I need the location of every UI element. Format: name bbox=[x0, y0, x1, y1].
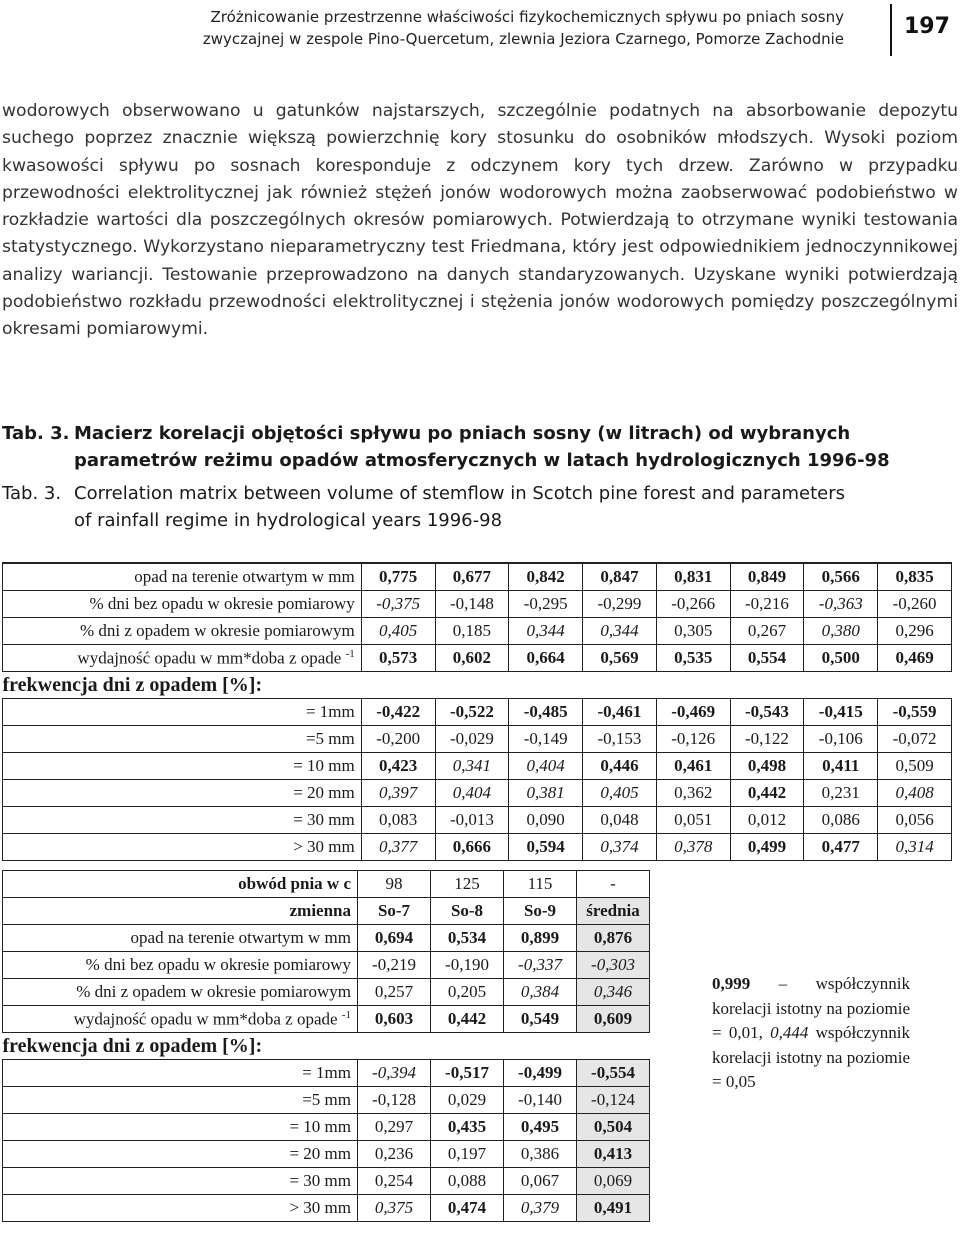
caption-label: Tab. 3. bbox=[2, 483, 62, 504]
table-cell: 0,257 bbox=[358, 979, 431, 1006]
table-cell: 0,491 bbox=[577, 1195, 650, 1222]
table-cell: -0,126 bbox=[656, 726, 730, 753]
row-label bbox=[3, 645, 362, 672]
row-label-text: wydajność opadu w mm*doba z opade bbox=[73, 1009, 338, 1029]
table-cell: -0,148 bbox=[435, 591, 509, 618]
table-cell: 0,346 bbox=[577, 979, 650, 1006]
table-cell: -0,422 bbox=[361, 699, 435, 726]
table-cell: 0,534 bbox=[431, 925, 504, 952]
table-cell: 0,499 bbox=[730, 834, 804, 861]
table-row bbox=[3, 1168, 650, 1195]
row-label-text: = 30 mm bbox=[289, 1171, 351, 1190]
row-label bbox=[3, 1195, 358, 1222]
table-row bbox=[3, 563, 952, 591]
table-row bbox=[3, 699, 952, 726]
significance-note bbox=[712, 972, 910, 1095]
table-cell: 0,677 bbox=[435, 563, 509, 591]
table-row bbox=[3, 1141, 650, 1168]
table-cell: 0,461 bbox=[656, 753, 730, 780]
table-row bbox=[3, 1195, 650, 1222]
table-row bbox=[3, 834, 952, 861]
table-cell: 0,267 bbox=[730, 618, 804, 645]
row-label-text: = 20 mm bbox=[289, 1144, 351, 1163]
table-cell: So-9 bbox=[504, 898, 577, 925]
table-cell: -0,337 bbox=[504, 952, 577, 979]
table-cell: -0,266 bbox=[656, 591, 730, 618]
table-row bbox=[3, 807, 952, 834]
table-cell: 0,056 bbox=[878, 807, 952, 834]
table-cell: 0,775 bbox=[361, 563, 435, 591]
table-cell: 0,666 bbox=[435, 834, 509, 861]
running-title-line: zwyczajnej w zespole Pino-Quercetum, zlewnia Jeziora Czarnego, Pomorze Zachodnie bbox=[202, 30, 844, 48]
row-label-text: = 20 mm bbox=[293, 783, 355, 802]
table-row bbox=[3, 979, 650, 1006]
table-cell: -0,128 bbox=[358, 1087, 431, 1114]
row-label bbox=[3, 699, 362, 726]
table-cell: 0,397 bbox=[361, 780, 435, 807]
table-cell: 0,405 bbox=[361, 618, 435, 645]
section-row bbox=[3, 1033, 650, 1060]
row-label bbox=[3, 1141, 358, 1168]
table-cell: -0,295 bbox=[509, 591, 583, 618]
table-cell: 0,411 bbox=[804, 753, 878, 780]
table-cell: 0,469 bbox=[878, 645, 952, 672]
table-cell: -0,469 bbox=[656, 699, 730, 726]
page-number: 197 bbox=[904, 14, 950, 39]
table-cell: 0,509 bbox=[878, 753, 952, 780]
table-cell: 0,566 bbox=[804, 563, 878, 591]
row-label bbox=[3, 753, 362, 780]
table-cell: 0,375 bbox=[358, 1195, 431, 1222]
row-label-text: % dni z opadem w okresie pomiarowym bbox=[76, 982, 351, 1001]
table-row bbox=[3, 925, 650, 952]
table-cell: 0,603 bbox=[358, 1006, 431, 1033]
table-cell: -0,140 bbox=[504, 1087, 577, 1114]
row-label bbox=[3, 834, 362, 861]
table-cell: -0,461 bbox=[583, 699, 657, 726]
table-cell: -0,554 bbox=[577, 1060, 650, 1087]
row-label-text: wydajność opadu w mm*doba z opade bbox=[77, 648, 342, 668]
table-caption-english bbox=[2, 480, 952, 534]
table-cell: -0,013 bbox=[435, 807, 509, 834]
row-label-text: = 1mm bbox=[305, 702, 355, 721]
table-cell: 0,474 bbox=[431, 1195, 504, 1222]
table-cell: So-7 bbox=[358, 898, 431, 925]
table-cell: 0,377 bbox=[361, 834, 435, 861]
table-cell: -0,375 bbox=[361, 591, 435, 618]
row-label bbox=[3, 1060, 358, 1087]
row-label-superscript: -1 bbox=[341, 1008, 351, 1021]
row-label-text: = 30 mm bbox=[293, 810, 355, 829]
table-cell: 0,090 bbox=[509, 807, 583, 834]
row-label-text: =5 mm bbox=[302, 1090, 351, 1109]
table-cell: 0,554 bbox=[730, 645, 804, 672]
body-paragraph: wodorowych obserwowano u gatunków najstarszych, szczególnie podatnych na absorbowanie depozytu suchego poprzez znacznie większą powierzchnię kory stosunku do osobników młodszych. Wysoki poziom kwasowości spływu po sosnach koresponduje z odczynem kory tych drzew. Zarówno w przypadku przewodności elektrolitycznej jak również stężeń jonów wodorowych można zaobserwować podobieństwo w rozkładzie wartości dla poszczególnych okresów pomiarowych. Potwierdzają to otrzymane wyniki testowania statystycznego. Wykorzystano nieparametryczny test Friedmana, który jest odpowiednikiem jednoczynnikowej analizy wariancji. Testowanie przeprowadzono na danych standaryzowanych. Uzyskane wyniki potwierdzają podobieństwo rozkładu przewodności elektrolitycznej i stężenia jonów wodorowych pomiędzy poszczególnymi okresami pomiarowymi. bbox=[2, 101, 958, 340]
table-row bbox=[3, 726, 952, 753]
table-cell: 0,296 bbox=[878, 618, 952, 645]
table-cell: 0,362 bbox=[656, 780, 730, 807]
table-cell: 0,435 bbox=[431, 1114, 504, 1141]
table-cell: 0,899 bbox=[504, 925, 577, 952]
table-cell: 0,341 bbox=[435, 753, 509, 780]
table-row bbox=[3, 1114, 650, 1141]
table-row bbox=[3, 780, 952, 807]
table-cell: 0,404 bbox=[509, 753, 583, 780]
table-cell: -0,303 bbox=[577, 952, 650, 979]
table-cell: -0,216 bbox=[730, 591, 804, 618]
table-cell: -0,106 bbox=[804, 726, 878, 753]
table-cell: 0,835 bbox=[878, 563, 952, 591]
table-cell: 125 bbox=[431, 871, 504, 898]
table-cell: 0,069 bbox=[577, 1168, 650, 1195]
table-cell: 0,602 bbox=[435, 645, 509, 672]
table-cell: 0,549 bbox=[504, 1006, 577, 1033]
table-cell: 0,405 bbox=[583, 780, 657, 807]
caption-text: Macierz korelacji objętości spływu po pniach sosny (w litrach) od wybranych bbox=[74, 423, 851, 444]
table-cell: -0,499 bbox=[504, 1060, 577, 1087]
table-cell: 0,847 bbox=[583, 563, 657, 591]
table-cell: 0,029 bbox=[431, 1087, 504, 1114]
table-cell: 0,254 bbox=[358, 1168, 431, 1195]
row-label bbox=[3, 1006, 358, 1033]
table-cell: średnia bbox=[577, 898, 650, 925]
table-cell: -0,072 bbox=[878, 726, 952, 753]
table-cell: 0,381 bbox=[509, 780, 583, 807]
table-row bbox=[3, 871, 650, 898]
table-cell: 0,344 bbox=[583, 618, 657, 645]
table-cell: 0,495 bbox=[504, 1114, 577, 1141]
row-label-text: % dni bez opadu w okresie pomiarowy bbox=[85, 955, 351, 974]
correlation-table-2 bbox=[2, 870, 650, 1222]
table-cell: 0,231 bbox=[804, 780, 878, 807]
row-label-text: > 30 mm bbox=[289, 1198, 351, 1217]
table-cell: - bbox=[577, 871, 650, 898]
row-label bbox=[3, 591, 362, 618]
table-row bbox=[3, 898, 650, 925]
table-cell: 0,378 bbox=[656, 834, 730, 861]
table-row bbox=[3, 618, 952, 645]
running-title bbox=[144, 6, 844, 50]
table-cell: 0,185 bbox=[435, 618, 509, 645]
table-cell: 0,051 bbox=[656, 807, 730, 834]
table-row bbox=[3, 753, 952, 780]
table-cell: 115 bbox=[504, 871, 577, 898]
table-cell: 0,386 bbox=[504, 1141, 577, 1168]
caption-text: parametrów reżimu opadów atmosferycznych w latach hydrologicznych 1996-98 bbox=[74, 450, 890, 471]
table-cell: -0,522 bbox=[435, 699, 509, 726]
significance-text: współczynnik korelacji istotny na poziomie = 0,05 bbox=[712, 1023, 910, 1091]
table-cell: 0,380 bbox=[804, 618, 878, 645]
table-row bbox=[3, 952, 650, 979]
section-label: frekwencja dni z opadem [%]: bbox=[2, 1034, 263, 1057]
table-cell: 0,498 bbox=[730, 753, 804, 780]
row-label-text: > 30 mm bbox=[293, 837, 355, 856]
table-cell: 0,379 bbox=[504, 1195, 577, 1222]
table-cell: 0,694 bbox=[358, 925, 431, 952]
table-cell: 0,404 bbox=[435, 780, 509, 807]
table-cell: 0,048 bbox=[583, 807, 657, 834]
table-cell: 0,374 bbox=[583, 834, 657, 861]
table-cell: 0,573 bbox=[361, 645, 435, 672]
row-label bbox=[3, 1087, 358, 1114]
table-cell: 0,831 bbox=[656, 563, 730, 591]
row-label bbox=[3, 563, 362, 591]
table-cell: 0,535 bbox=[656, 645, 730, 672]
page-header bbox=[0, 0, 960, 70]
table-cell: 0,012 bbox=[730, 807, 804, 834]
header-divider bbox=[890, 4, 892, 56]
table-cell: 0,384 bbox=[504, 979, 577, 1006]
significance-text: – współczynnik korelacji istotny na poziomie = 0,01, bbox=[712, 974, 910, 1042]
table-cell: 0,297 bbox=[358, 1114, 431, 1141]
row-label-text: % dni bez opadu w okresie pomiarowy bbox=[89, 594, 355, 613]
row-label bbox=[3, 618, 362, 645]
table-cell: -0,559 bbox=[878, 699, 952, 726]
row-label bbox=[3, 807, 362, 834]
table-cell: -0,363 bbox=[804, 591, 878, 618]
row-label-text: = 10 mm bbox=[289, 1117, 351, 1136]
table-cell: -0,029 bbox=[435, 726, 509, 753]
row-label bbox=[3, 979, 358, 1006]
table-row bbox=[3, 591, 952, 618]
row-label-superscript: -1 bbox=[345, 647, 355, 660]
significance-value-001: 0,999 bbox=[712, 974, 751, 993]
caption-label: Tab. 3. bbox=[2, 423, 70, 444]
row-label bbox=[3, 925, 358, 952]
table-cell: 98 bbox=[358, 871, 431, 898]
table-cell: -0,415 bbox=[804, 699, 878, 726]
table-cell: -0,260 bbox=[878, 591, 952, 618]
table-cell: 0,413 bbox=[577, 1141, 650, 1168]
table-cell: 0,442 bbox=[431, 1006, 504, 1033]
table-cell: 0,876 bbox=[577, 925, 650, 952]
row-label-text: =5 mm bbox=[305, 729, 355, 748]
table-row bbox=[3, 645, 952, 672]
row-label bbox=[3, 898, 358, 925]
table-cell: 0,344 bbox=[509, 618, 583, 645]
row-label-text: = 10 mm bbox=[293, 756, 355, 775]
row-label bbox=[3, 780, 362, 807]
section-row bbox=[3, 672, 952, 699]
row-label bbox=[3, 871, 358, 898]
row-label bbox=[3, 1168, 358, 1195]
table-cell: 0,423 bbox=[361, 753, 435, 780]
table-cell: -0,485 bbox=[509, 699, 583, 726]
row-label-text: % dni z opadem w okresie pomiarowym bbox=[80, 621, 355, 640]
table-cell: 0,236 bbox=[358, 1141, 431, 1168]
table-cell: 0,849 bbox=[730, 563, 804, 591]
table-cell: 0,594 bbox=[509, 834, 583, 861]
table-cell: 0,408 bbox=[878, 780, 952, 807]
running-title-line: Zróżnicowanie przestrzenne właściwości fizykochemicznych spływu po pniach sosny bbox=[210, 8, 844, 26]
table-cell: -0,394 bbox=[358, 1060, 431, 1087]
row-label-text: zmienna bbox=[289, 901, 351, 920]
caption-text: of rainfall regime in hydrological years 1996-98 bbox=[74, 510, 503, 531]
table-cell: 0,088 bbox=[431, 1168, 504, 1195]
table-cell: -0,190 bbox=[431, 952, 504, 979]
table-cell: -0,517 bbox=[431, 1060, 504, 1087]
table-row bbox=[3, 1060, 650, 1087]
table-cell: 0,500 bbox=[804, 645, 878, 672]
row-label bbox=[3, 1114, 358, 1141]
row-label-text: opad na terenie otwartym w mm bbox=[134, 567, 355, 586]
row-label-text: opad na terenie otwartym w mm bbox=[130, 928, 351, 947]
table-cell: 0,477 bbox=[804, 834, 878, 861]
caption-text: Correlation matrix between volume of stemflow in Scotch pine forest and parameters bbox=[74, 483, 846, 504]
table-cell: 0,609 bbox=[577, 1006, 650, 1033]
row-label bbox=[3, 726, 362, 753]
significance-value-005: 0,444 bbox=[770, 1023, 809, 1042]
table-cell: 0,305 bbox=[656, 618, 730, 645]
table-cell: 0,842 bbox=[509, 563, 583, 591]
table-cell: 0,664 bbox=[509, 645, 583, 672]
table-cell: -0,124 bbox=[577, 1087, 650, 1114]
table-cell: 0,086 bbox=[804, 807, 878, 834]
table-cell: 0,314 bbox=[878, 834, 952, 861]
table-cell: 0,569 bbox=[583, 645, 657, 672]
table-cell: -0,200 bbox=[361, 726, 435, 753]
table-cell: 0,067 bbox=[504, 1168, 577, 1195]
table-cell: -0,543 bbox=[730, 699, 804, 726]
row-label-text: obwód pnia w c bbox=[238, 874, 351, 893]
table-row bbox=[3, 1006, 650, 1033]
table-cell: 0,197 bbox=[431, 1141, 504, 1168]
table-row bbox=[3, 1087, 650, 1114]
table-cell: So-8 bbox=[431, 898, 504, 925]
table-cell: -0,149 bbox=[509, 726, 583, 753]
table-cell: -0,219 bbox=[358, 952, 431, 979]
table-cell: 0,504 bbox=[577, 1114, 650, 1141]
table-cell: 0,446 bbox=[583, 753, 657, 780]
table-cell: -0,299 bbox=[583, 591, 657, 618]
correlation-table-1 bbox=[2, 562, 952, 861]
table-cell: -0,122 bbox=[730, 726, 804, 753]
table-cell: 0,205 bbox=[431, 979, 504, 1006]
row-label bbox=[3, 952, 358, 979]
section-label: frekwencja dni z opadem [%]: bbox=[2, 673, 263, 696]
row-label-text: = 1mm bbox=[302, 1063, 351, 1082]
table-cell: -0,153 bbox=[583, 726, 657, 753]
table-caption-polish bbox=[2, 420, 952, 474]
table-cell: 0,442 bbox=[730, 780, 804, 807]
table-cell: 0,083 bbox=[361, 807, 435, 834]
